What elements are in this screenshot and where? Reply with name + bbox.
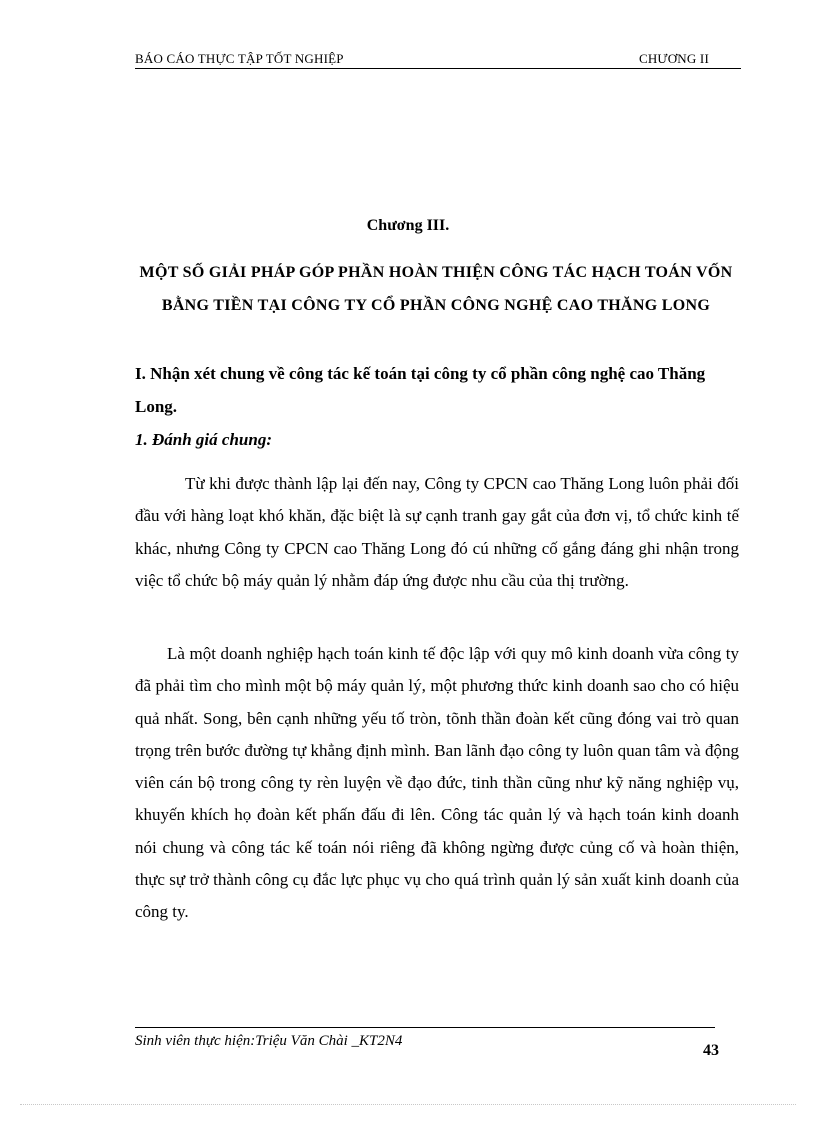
header-report-title: BÁO CÁO THỰC TẬP TỐT NGHIỆP bbox=[135, 51, 344, 66]
page-bottom-border bbox=[20, 1104, 796, 1105]
paragraph-1: Từ khi được thành lập lại đến nay, Công ty CPCN cao Thăng Long luôn phải đối đầu với hàng loạt khó khăn, đặc biệt là sự cạnh tranh gay gắt của đơn vị, tổ chức kinh tế khác, nhưng Công ty CPCN cao Thăng Long đó cú những cố gắng đáng ghi nhận trong việc tổ chức bộ máy quản lý nhằm đáp ứng được nhu cầu của thị trường. bbox=[135, 474, 739, 590]
chapter-number: Chương III. bbox=[366, 217, 450, 234]
footer-divider bbox=[135, 1027, 715, 1028]
paragraph-2: Là một doanh nghiệp hạch toán kinh tế độc lập với quy mô kinh doanh vừa công ty đã phải tìm cho mình một bộ máy quản lý, một phương thức kinh doanh sao cho có hiệu quả nhất. Song, bên cạnh những yếu tố tròn, tõnh thần đoàn kết cũng đóng vai trò quan trọng trên bước đường tự khẳng định mình. Ban lãnh đạo công ty luôn quan tâm và động viên cán bộ trong công ty rèn luyện về đạo đức, tinh thần cũng như kỹ năng nghiệp vụ, khuyến khích họ đoàn kết phấn đấu đi lên. Công tác quản lý và hạch toán kinh doanh nói chung và công tác kế toán nói riêng đã không ngừng được củng cố và hoàn thiện, thực sự trở thành công cụ đắc lực phục vụ cho quá trình quản lý sản xuất kinh doanh của công ty. bbox=[135, 644, 739, 922]
subsection-heading: 1. Đánh giá chung: bbox=[135, 430, 272, 449]
page-header bbox=[135, 50, 741, 69]
page-number: 43 bbox=[703, 1042, 719, 1059]
section-heading: I. Nhận xét chung về công tác kế toán tại công ty cổ phần công nghệ cao Thăng Long. bbox=[135, 364, 706, 416]
chapter-title: MỘT SỐ GIẢI PHÁP GÓP PHẦN HOÀN THIỆN CÔNG TÁC HẠCH TOÁN VỐN BẰNG TIỀN TẠI CÔNG TY CỔ PHẦN CÔNG NGHỆ CAO THĂNG LONG bbox=[139, 264, 733, 314]
footer-student-info: Sinh viên thực hiện:Triệu Văn Chài _KT2N4 bbox=[135, 1033, 403, 1049]
header-chapter-label: CHƯƠNG II bbox=[638, 51, 709, 66]
